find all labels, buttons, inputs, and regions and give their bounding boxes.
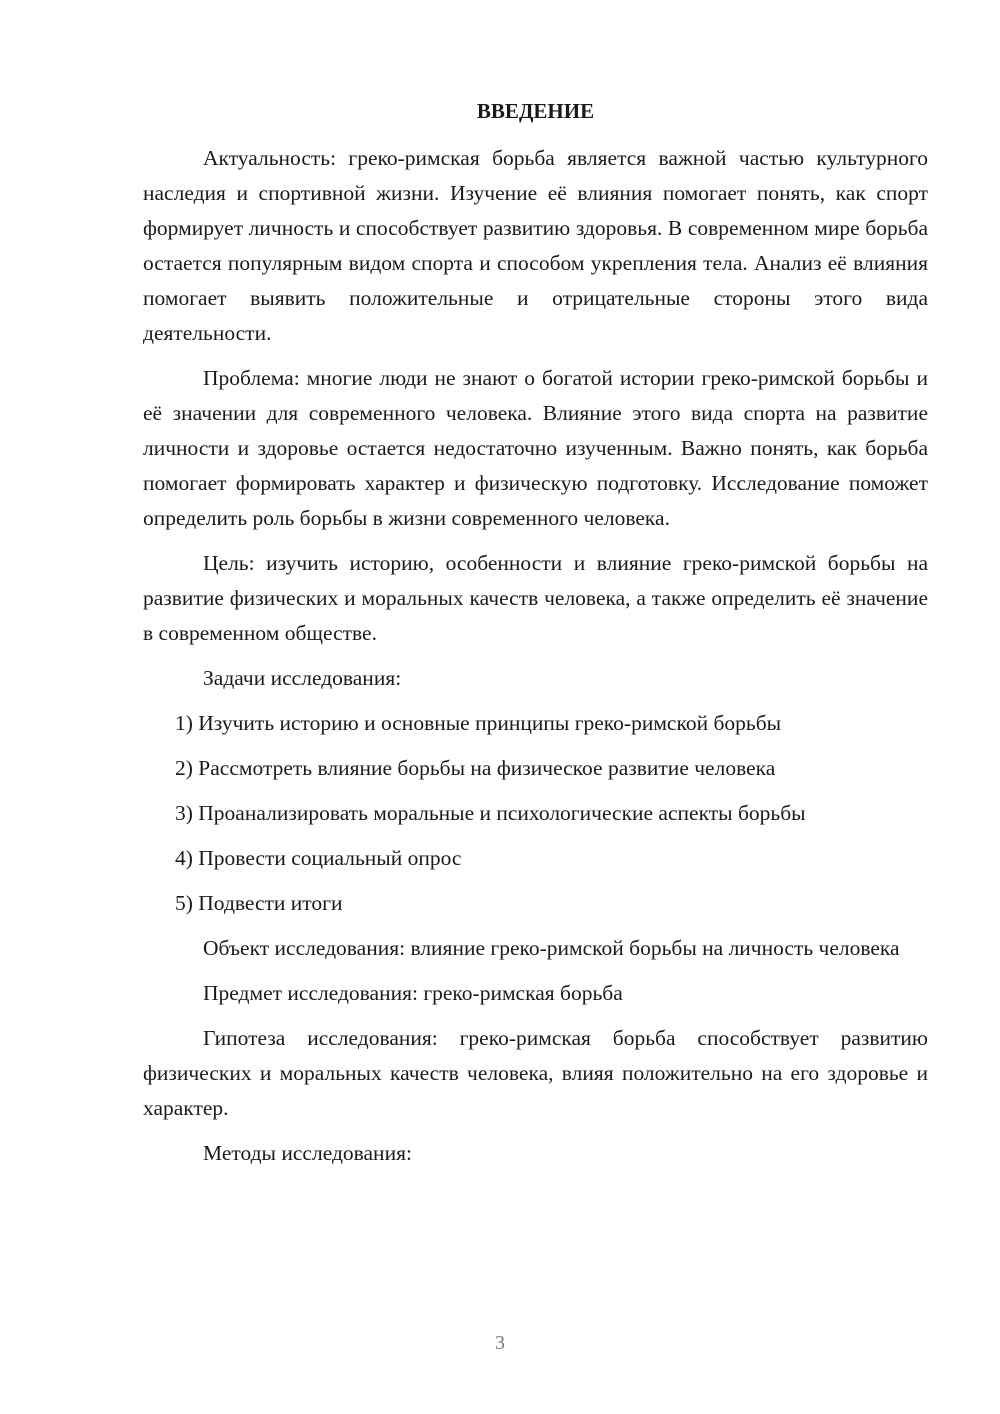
methods-heading: Методы исследования: xyxy=(203,1141,412,1165)
goal-paragraph: Цель: изучить историю, особенности и влияние греко-римской борьбы на развитие физических и моральных качеств человека, а также определить её значение в современном обществе. xyxy=(143,551,928,645)
object-paragraph: Объект исследования: влияние греко-римской борьбы на личность человека xyxy=(203,936,900,960)
list-item: 2) Рассмотреть влияние борьбы на физическое развитие человека xyxy=(175,756,776,780)
list-item: 1) Изучить историю и основные принципы греко-римской борьбы xyxy=(175,711,782,735)
tasks-list xyxy=(143,706,928,921)
page-content xyxy=(143,96,928,1181)
subject-paragraph: Предмет исследования: греко-римская борьба xyxy=(203,981,623,1005)
relevance-paragraph: Актуальность: греко-римская борьба является важной частью культурного наследия и спортивной жизни. Изучение её влияния помогает понять, как спорт формирует личность и способствует развитию здоровья. В современном мире борьба остается популярным видом спорта и способом укрепления тела. Анализ её влияния помогает выявить положительные и отрицательные стороны этого вида деятельности. xyxy=(143,146,928,345)
page-number: 3 xyxy=(495,1332,505,1354)
problem-paragraph: Проблема: многие люди не знают о богатой истории греко-римской борьбы и её значении для современного человека. Влияние этого вида спорта на развитие личности и здоровье остается недостаточно изученным. Важно понять, как борьба помогает формировать характер и физическую подготовку. Исследование поможет определить роль борьбы в жизни современного человека. xyxy=(143,366,928,530)
list-item: 4) Провести социальный опрос xyxy=(175,846,462,870)
tasks-heading: Задачи исследования: xyxy=(203,666,402,690)
list-item: 3) Проанализировать моральные и психологические аспекты борьбы xyxy=(175,801,806,825)
hypothesis-paragraph: Гипотеза исследования: греко-римская борьба способствует развитию физических и моральных качеств человека, влияя положительно на его здоровье и характер. xyxy=(143,1026,928,1120)
list-item: 5) Подвести итоги xyxy=(175,891,343,915)
section-title: ВВЕДЕНИЕ xyxy=(476,99,595,123)
